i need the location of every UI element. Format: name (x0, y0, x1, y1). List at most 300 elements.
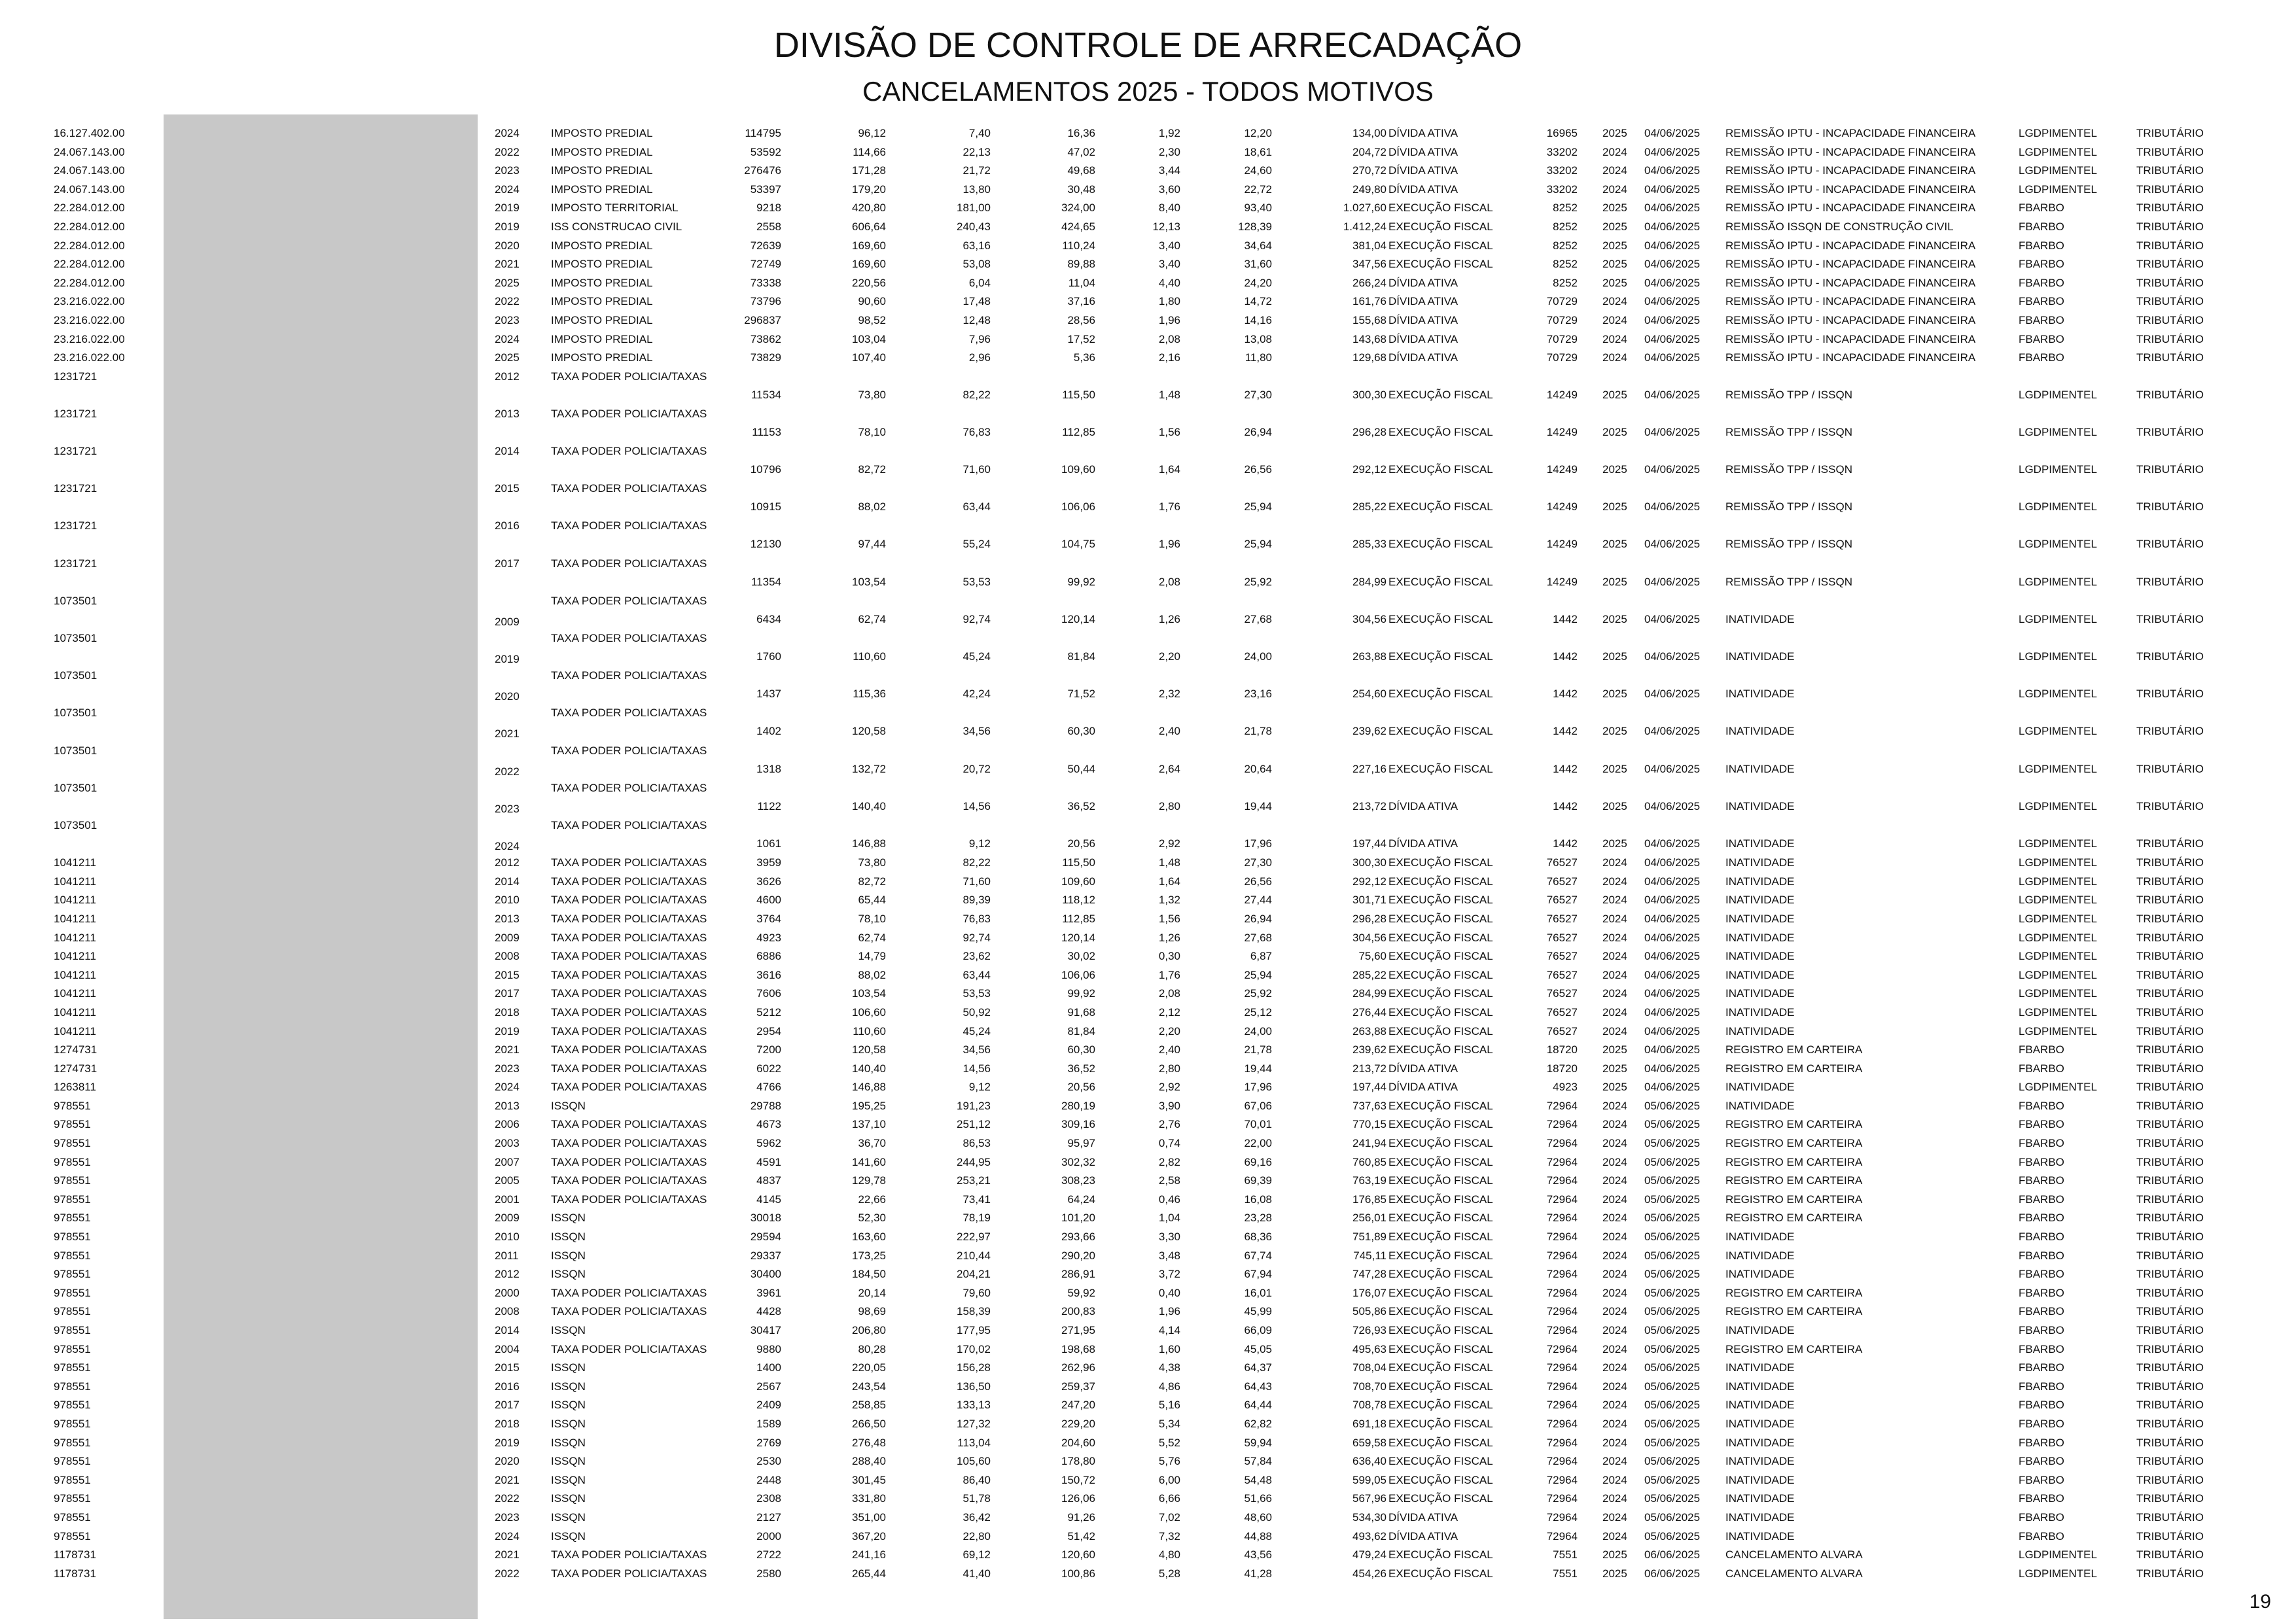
debt-status-cell: EXECUÇÃO FISCAL (1388, 650, 1493, 663)
cancel-date-cell: 04/06/2025 (1644, 332, 1701, 345)
tax-description-cell: TAXA PODER POLICIA/TAXAS (551, 894, 707, 907)
fine-value-cell: 27,68 (1244, 931, 1272, 944)
exercise-year-cell: 2024 (1602, 1510, 1627, 1524)
user-cell: FBARBO (2019, 1529, 2064, 1543)
year-cell: 2010 (495, 894, 520, 907)
guide-number-cell: 73829 (750, 351, 781, 364)
year-cell: 2013 (495, 407, 520, 420)
debt-status-cell: DÍVIDA ATIVA (1388, 1529, 1458, 1543)
fee-value-cell: 1,48 (1158, 856, 1180, 869)
process-number-cell: 72964 (1546, 1305, 1578, 1318)
exercise-year-cell: 2024 (1602, 856, 1627, 869)
exercise-year-cell: 2024 (1602, 183, 1627, 196)
year-cell: 2012 (495, 370, 520, 383)
table-row (0, 1321, 2296, 1340)
cancel-date-cell: 04/06/2025 (1644, 201, 1701, 215)
fee-value-cell: 1,92 (1158, 127, 1180, 139)
correction-value-cell: 16,36 (1067, 127, 1095, 139)
interest-value-cell: 204,21 (957, 1268, 991, 1281)
tax-description-cell: TAXA PODER POLICIA/TAXAS (551, 856, 707, 869)
cancel-date-cell: 05/06/2025 (1644, 1436, 1701, 1449)
department-cell: TRIBUTÁRIO (2136, 1324, 2204, 1336)
department-cell: TRIBUTÁRIO (2136, 1249, 2204, 1262)
guide-number-cell: 29788 (750, 1099, 781, 1112)
department-cell: TRIBUTÁRIO (2136, 295, 2204, 308)
debt-status-cell: EXECUÇÃO FISCAL (1388, 725, 1493, 738)
interest-value-cell: 23,62 (963, 950, 991, 963)
process-number-cell: 72964 (1546, 1137, 1578, 1150)
tax-description-cell: ISSQN (551, 1473, 586, 1486)
debt-status-cell: EXECUÇÃO FISCAL (1388, 1099, 1493, 1112)
cancel-motive-cell: INATIVIDADE (1725, 1529, 1795, 1543)
fine-value-cell: 22,72 (1244, 183, 1272, 196)
correction-value-cell: 30,02 (1067, 950, 1095, 963)
principal-value-cell: 114,66 (853, 145, 886, 158)
tax-description-cell: IMPOSTO PREDIAL (551, 164, 653, 177)
interest-value-cell: 42,24 (963, 688, 991, 701)
fee-value-cell: 2,40 (1158, 725, 1180, 738)
fee-value-cell: 8,40 (1158, 201, 1180, 215)
total-value-cell: 285,33 (1352, 538, 1386, 551)
tax-description-cell: ISSQN (551, 1510, 586, 1524)
cancellation-table (0, 124, 2296, 1583)
exercise-year-cell: 2024 (1602, 1024, 1627, 1038)
correction-value-cell: 51,42 (1067, 1529, 1095, 1543)
cancel-motive-cell: REMISSÃO IPTU - INCAPACIDADE FINANCEIRA (1725, 164, 1976, 177)
cancel-motive-cell: INATIVIDADE (1725, 837, 1795, 850)
exercise-year-cell: 2025 (1602, 1062, 1627, 1075)
debt-status-cell: EXECUÇÃO FISCAL (1388, 258, 1493, 271)
correction-value-cell: 81,84 (1067, 1024, 1095, 1038)
fee-value-cell: 4,14 (1158, 1324, 1180, 1336)
exercise-year-cell: 2024 (1602, 1305, 1627, 1318)
process-number-cell: 4923 (1553, 1081, 1578, 1094)
debt-status-cell: EXECUÇÃO FISCAL (1388, 987, 1493, 1000)
interest-value-cell: 73,41 (963, 1193, 991, 1206)
total-value-cell: 155,68 (1352, 313, 1386, 326)
table-row (0, 816, 2296, 854)
year-cell: 2005 (495, 1174, 520, 1187)
fee-value-cell: 4,40 (1158, 276, 1180, 289)
department-cell: TRIBUTÁRIO (2136, 1230, 2204, 1244)
total-value-cell: 292,12 (1352, 875, 1386, 888)
interest-value-cell: 76,83 (963, 912, 991, 925)
cancel-date-cell: 05/06/2025 (1644, 1361, 1701, 1374)
total-value-cell: 176,07 (1352, 1286, 1386, 1299)
year-cell: 2012 (495, 1268, 520, 1281)
correction-value-cell: 28,56 (1067, 313, 1095, 326)
process-number-cell: 70729 (1546, 313, 1578, 326)
user-cell: FBARBO (2019, 1399, 2064, 1412)
cancel-motive-cell: INATIVIDADE (1725, 1417, 1795, 1430)
table-row (0, 1509, 2296, 1527)
total-value-cell: 161,76 (1352, 295, 1386, 308)
fee-value-cell: 2,82 (1158, 1155, 1180, 1168)
tax-description-cell: IMPOSTO PREDIAL (551, 332, 653, 345)
department-cell: TRIBUTÁRIO (2136, 127, 2204, 139)
process-number-cell: 1442 (1553, 612, 1578, 625)
cancel-motive-cell: INATIVIDADE (1725, 931, 1795, 944)
total-value-cell: 241,94 (1352, 1137, 1386, 1150)
debt-status-cell: EXECUÇÃO FISCAL (1388, 220, 1493, 233)
guide-number-cell: 72749 (750, 258, 781, 271)
fee-value-cell: 1,26 (1158, 612, 1180, 625)
user-cell: LGDPIMENTEL (2019, 856, 2097, 869)
user-cell: FBARBO (2019, 1212, 2064, 1225)
year-cell: 2021 (495, 1043, 520, 1056)
fine-value-cell: 13,08 (1244, 332, 1272, 345)
year-cell: 2009 (495, 931, 520, 944)
interest-value-cell: 177,95 (957, 1324, 991, 1336)
fine-value-cell: 59,94 (1244, 1436, 1272, 1449)
fine-value-cell: 11,80 (1245, 351, 1272, 364)
process-number-cell: 76527 (1546, 894, 1578, 907)
year-cell: 2023 (495, 1510, 520, 1524)
department-cell: TRIBUTÁRIO (2136, 912, 2204, 925)
fee-value-cell: 2,76 (1158, 1118, 1180, 1131)
cancel-date-cell: 04/06/2025 (1644, 1024, 1701, 1038)
user-cell: LGDPIMENTEL (2019, 612, 2097, 625)
interest-value-cell: 9,12 (968, 1081, 991, 1094)
debt-status-cell: DÍVIDA ATIVA (1388, 276, 1458, 289)
cancel-date-cell: 04/06/2025 (1644, 500, 1701, 514)
exercise-year-cell: 2024 (1602, 875, 1627, 888)
table-row (0, 1022, 2296, 1041)
fine-value-cell: 23,28 (1244, 1212, 1272, 1225)
exercise-year-cell: 2024 (1602, 313, 1627, 326)
exercise-year-cell: 2025 (1602, 1081, 1627, 1094)
total-value-cell: 534,30 (1352, 1510, 1386, 1524)
guide-number-cell: 4766 (756, 1081, 781, 1094)
record-id-cell: 22.284.012.00 (54, 201, 125, 215)
exercise-year-cell: 2025 (1602, 575, 1627, 588)
cancel-motive-cell: REMISSÃO TPP / ISSQN (1725, 500, 1852, 514)
correction-value-cell: 106,06 (1061, 968, 1095, 981)
cancel-motive-cell: INATIVIDADE (1725, 1005, 1795, 1019)
cancel-motive-cell: REMISSÃO ISSQN DE CONSTRUÇÃO CIVIL (1725, 220, 1954, 233)
total-value-cell: 381,04 (1352, 239, 1386, 252)
process-number-cell: 14249 (1546, 388, 1578, 401)
exercise-year-cell: 2024 (1602, 931, 1627, 944)
exercise-year-cell: 2025 (1602, 463, 1627, 476)
user-cell: LGDPIMENTEL (2019, 463, 2097, 476)
department-cell: TRIBUTÁRIO (2136, 1118, 2204, 1131)
interest-value-cell: 50,92 (963, 1005, 991, 1019)
total-value-cell: 479,24 (1352, 1548, 1386, 1562)
exercise-year-cell: 2024 (1602, 332, 1627, 345)
user-cell: LGDPIMENTEL (2019, 1005, 2097, 1019)
guide-number-cell: 12130 (750, 538, 781, 551)
process-number-cell: 1442 (1553, 688, 1578, 701)
fee-value-cell: 2,92 (1158, 1081, 1180, 1094)
principal-value-cell: 137,10 (852, 1118, 886, 1131)
fine-value-cell: 26,94 (1244, 912, 1272, 925)
tax-description-cell: TAXA PODER POLICIA/TAXAS (551, 1193, 707, 1206)
interest-value-cell: 82,22 (963, 856, 991, 869)
correction-value-cell: 308,23 (1061, 1174, 1095, 1187)
fine-value-cell: 69,16 (1244, 1155, 1272, 1168)
correction-value-cell: 200,83 (1061, 1305, 1095, 1318)
cancel-motive-cell: INATIVIDADE (1725, 856, 1795, 869)
user-cell: LGDPIMENTEL (2019, 762, 2097, 775)
fine-value-cell: 34,64 (1244, 239, 1272, 252)
tax-description-cell: TAXA PODER POLICIA/TAXAS (551, 1305, 707, 1318)
year-cell: 2015 (495, 1361, 520, 1374)
tax-description-cell: IMPOSTO PREDIAL (551, 127, 653, 139)
debt-status-cell: EXECUÇÃO FISCAL (1388, 1249, 1493, 1262)
guide-number-cell: 3626 (756, 875, 781, 888)
department-cell: TRIBUTÁRIO (2136, 276, 2204, 289)
guide-number-cell: 5962 (756, 1137, 781, 1150)
user-cell: FBARBO (2019, 1510, 2064, 1524)
guide-number-cell: 29337 (750, 1249, 781, 1262)
process-number-cell: 14249 (1546, 463, 1578, 476)
table-row (0, 1228, 2296, 1247)
fine-value-cell: 62,82 (1244, 1417, 1272, 1430)
tax-description-cell: TAXA PODER POLICIA/TAXAS (551, 1024, 707, 1038)
fine-value-cell: 20,64 (1244, 762, 1272, 775)
record-id-cell: 1178731 (54, 1548, 96, 1562)
tax-description-cell: TAXA PODER POLICIA/TAXAS (551, 1137, 707, 1150)
year-cell: 2014 (495, 875, 520, 888)
cancel-date-cell: 04/06/2025 (1644, 425, 1701, 438)
record-id-cell: 1041211 (54, 987, 96, 1000)
department-cell: TRIBUTÁRIO (2136, 968, 2204, 981)
correction-value-cell: 20,56 (1067, 837, 1095, 850)
table-row (0, 1378, 2296, 1397)
process-number-cell: 72964 (1546, 1230, 1578, 1244)
process-number-cell: 76527 (1546, 1024, 1578, 1038)
correction-value-cell: 262,96 (1061, 1361, 1095, 1374)
fine-value-cell: 26,94 (1244, 425, 1272, 438)
department-cell: TRIBUTÁRIO (2136, 145, 2204, 158)
record-id-cell: 978551 (54, 1510, 91, 1524)
table-row (0, 1359, 2296, 1378)
fine-value-cell: 69,39 (1244, 1174, 1272, 1187)
exercise-year-cell: 2025 (1602, 1043, 1627, 1056)
interest-value-cell: 13,80 (963, 183, 991, 196)
debt-status-cell: DÍVIDA ATIVA (1388, 145, 1458, 158)
year-cell: 2021 (495, 258, 520, 271)
cancel-motive-cell: INATIVIDADE (1725, 762, 1795, 775)
department-cell: TRIBUTÁRIO (2136, 950, 2204, 963)
guide-number-cell: 4923 (756, 931, 781, 944)
total-value-cell: 745,11 (1353, 1249, 1386, 1262)
process-number-cell: 76527 (1546, 950, 1578, 963)
principal-value-cell: 243,54 (852, 1380, 886, 1393)
guide-number-cell: 29594 (750, 1230, 781, 1244)
user-cell: FBARBO (2019, 1043, 2064, 1056)
record-id-cell: 978551 (54, 1212, 91, 1225)
exercise-year-cell: 2024 (1602, 1492, 1627, 1505)
debt-status-cell: EXECUÇÃO FISCAL (1388, 1548, 1493, 1562)
cancel-motive-cell: INATIVIDADE (1725, 1081, 1795, 1094)
interest-value-cell: 55,24 (963, 538, 991, 551)
interest-value-cell: 12,48 (963, 313, 991, 326)
year-cell: 2007 (495, 1155, 520, 1168)
interest-value-cell: 136,50 (957, 1380, 991, 1393)
process-number-cell: 1442 (1553, 725, 1578, 738)
record-id-cell: 1073501 (54, 744, 97, 757)
user-cell: FBARBO (2019, 1286, 2064, 1299)
principal-value-cell: 129,78 (852, 1174, 886, 1187)
fine-value-cell: 27,30 (1244, 856, 1272, 869)
cancel-date-cell: 05/06/2025 (1644, 1399, 1701, 1412)
user-cell: LGDPIMENTEL (2019, 875, 2097, 888)
guide-number-cell: 7606 (756, 987, 781, 1000)
table-row (0, 1302, 2296, 1321)
guide-number-cell: 9880 (756, 1342, 781, 1355)
record-id-cell: 978551 (54, 1324, 91, 1336)
principal-value-cell: 241,16 (852, 1548, 886, 1562)
year-cell: 2019 (495, 201, 520, 215)
year-cell: 2024 (495, 1529, 520, 1543)
exercise-year-cell: 2024 (1602, 912, 1627, 925)
exercise-year-cell: 2025 (1602, 799, 1627, 812)
principal-value-cell: 367,20 (852, 1529, 886, 1543)
total-value-cell: 239,62 (1352, 725, 1386, 738)
user-cell: FBARBO (2019, 351, 2064, 364)
user-cell: LGDPIMENTEL (2019, 837, 2097, 850)
table-row (0, 517, 2296, 554)
guide-number-cell: 2308 (756, 1492, 781, 1505)
cancel-date-cell: 05/06/2025 (1644, 1510, 1701, 1524)
table-row (0, 1415, 2296, 1434)
exercise-year-cell: 2024 (1602, 1380, 1627, 1393)
record-id-cell: 978551 (54, 1417, 91, 1430)
correction-value-cell: 36,52 (1067, 799, 1095, 812)
principal-value-cell: 103,54 (852, 987, 886, 1000)
fee-value-cell: 2,08 (1158, 332, 1180, 345)
record-id-cell: 1041211 (54, 894, 96, 907)
total-value-cell: 284,99 (1352, 987, 1386, 1000)
year-cell: 2017 (495, 557, 520, 570)
tax-description-cell: ISSQN (551, 1230, 586, 1244)
cancel-motive-cell: REMISSÃO IPTU - INCAPACIDADE FINANCEIRA (1725, 239, 1976, 252)
fine-value-cell: 25,92 (1244, 575, 1272, 588)
tax-description-cell: ISSQN (551, 1324, 586, 1336)
exercise-year-cell: 2025 (1602, 688, 1627, 701)
record-id-cell: 978551 (54, 1473, 91, 1486)
total-value-cell: 276,44 (1352, 1005, 1386, 1019)
record-id-cell: 1073501 (54, 818, 97, 831)
table-row (0, 1153, 2296, 1172)
exercise-year-cell: 2024 (1602, 1249, 1627, 1262)
year-cell: 2011 (495, 1249, 519, 1262)
interest-value-cell: 14,56 (963, 799, 991, 812)
year-cell: 2020 (495, 1455, 520, 1468)
record-id-cell: 1041211 (54, 856, 96, 869)
correction-value-cell: 293,66 (1061, 1230, 1095, 1244)
exercise-year-cell: 2025 (1602, 612, 1627, 625)
table-row (0, 667, 2296, 704)
table-row (0, 966, 2296, 985)
record-id-cell: 22.284.012.00 (54, 239, 125, 252)
principal-value-cell: 331,80 (852, 1492, 886, 1505)
year-cell: 2003 (495, 1137, 520, 1150)
table-row (0, 742, 2296, 779)
record-id-cell: 1041211 (54, 950, 96, 963)
cancel-motive-cell: INATIVIDADE (1725, 1361, 1795, 1374)
debt-status-cell: EXECUÇÃO FISCAL (1388, 538, 1493, 551)
interest-value-cell: 63,16 (963, 239, 991, 252)
record-id-cell: 978551 (54, 1455, 91, 1468)
total-value-cell: 505,86 (1352, 1305, 1386, 1318)
user-cell: FBARBO (2019, 1473, 2064, 1486)
user-cell: LGDPIMENTEL (2019, 538, 2097, 551)
guide-number-cell: 73862 (750, 332, 781, 345)
tax-description-cell: IMPOSTO PREDIAL (551, 145, 653, 158)
exercise-year-cell: 2024 (1602, 1361, 1627, 1374)
record-id-cell: 24.067.143.00 (54, 183, 125, 196)
record-id-cell: 16.127.402.00 (54, 127, 125, 139)
user-cell: FBARBO (2019, 332, 2064, 345)
year-cell: 2018 (495, 1005, 520, 1019)
cancel-motive-cell: INATIVIDADE (1725, 875, 1795, 888)
fee-value-cell: 1,76 (1158, 500, 1180, 514)
fee-value-cell: 1,32 (1158, 894, 1180, 907)
guide-number-cell: 2769 (756, 1436, 781, 1449)
record-id-cell: 978551 (54, 1230, 91, 1244)
correction-value-cell: 198,68 (1061, 1342, 1095, 1355)
principal-value-cell: 120,58 (852, 725, 886, 738)
record-id-cell: 978551 (54, 1174, 91, 1187)
process-number-cell: 14249 (1546, 425, 1578, 438)
cancel-motive-cell: REMISSÃO TPP / ISSQN (1725, 463, 1852, 476)
guide-number-cell: 1402 (756, 725, 781, 738)
table-row (0, 368, 2296, 405)
process-number-cell: 72964 (1546, 1455, 1578, 1468)
fine-value-cell: 25,12 (1244, 1005, 1272, 1019)
record-id-cell: 978551 (54, 1399, 91, 1412)
debt-status-cell: EXECUÇÃO FISCAL (1388, 1043, 1493, 1056)
total-value-cell: 726,93 (1352, 1324, 1386, 1336)
exercise-year-cell: 2025 (1602, 425, 1627, 438)
tax-description-cell: ISSQN (551, 1380, 586, 1393)
table-row (0, 274, 2296, 293)
guide-number-cell: 2127 (756, 1510, 781, 1524)
correction-value-cell: 118,12 (1062, 894, 1095, 907)
total-value-cell: 239,62 (1352, 1043, 1386, 1056)
tax-description-cell: TAXA PODER POLICIA/TAXAS (551, 1567, 707, 1580)
exercise-year-cell: 2024 (1602, 987, 1627, 1000)
department-cell: TRIBUTÁRIO (2136, 239, 2204, 252)
year-cell: 2023 (495, 164, 520, 177)
year-cell: 2017 (495, 987, 520, 1000)
user-cell: LGDPIMENTEL (2019, 987, 2097, 1000)
cancel-motive-cell: INATIVIDADE (1725, 1492, 1795, 1505)
year-cell: 2016 (495, 1380, 520, 1393)
fine-value-cell: 51,66 (1244, 1492, 1272, 1505)
correction-value-cell: 30,48 (1067, 183, 1095, 196)
interest-value-cell: 63,44 (963, 500, 991, 514)
correction-value-cell: 49,68 (1067, 164, 1095, 177)
fine-value-cell: 17,96 (1244, 837, 1272, 850)
guide-number-cell: 2000 (756, 1529, 781, 1543)
interest-value-cell: 181,00 (957, 201, 991, 215)
fine-value-cell: 24,20 (1244, 276, 1272, 289)
total-value-cell: 708,04 (1352, 1361, 1386, 1374)
table-row (0, 1041, 2296, 1060)
cancel-motive-cell: REGISTRO EM CARTEIRA (1725, 1062, 1863, 1075)
debt-status-cell: EXECUÇÃO FISCAL (1388, 856, 1493, 869)
process-number-cell: 72964 (1546, 1249, 1578, 1262)
tax-description-cell: IMPOSTO PREDIAL (551, 258, 653, 271)
correction-value-cell: 424,65 (1061, 220, 1095, 233)
tax-description-cell: TAXA PODER POLICIA/TAXAS (551, 950, 707, 963)
total-value-cell: 300,30 (1352, 856, 1386, 869)
correction-value-cell: 20,56 (1067, 1081, 1095, 1094)
